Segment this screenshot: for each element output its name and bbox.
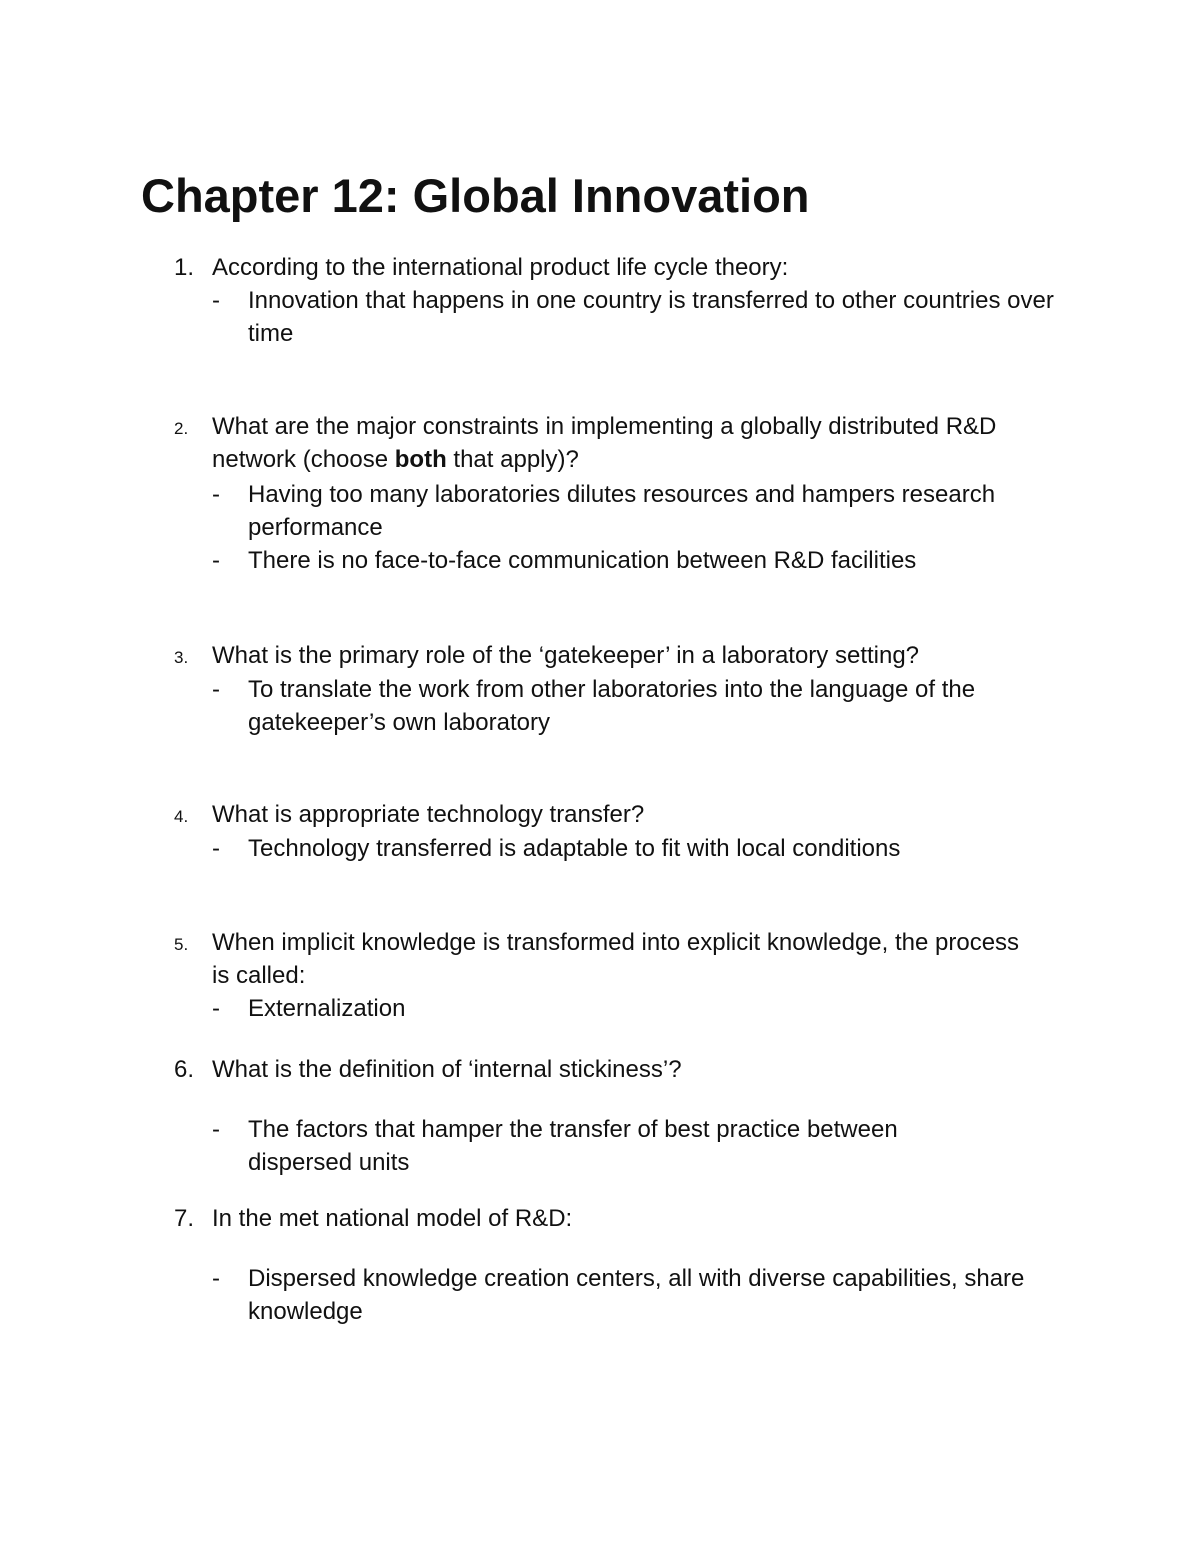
answer-bullet: - [212, 481, 220, 508]
question-number: 6. [174, 1056, 195, 1083]
question-text: In the met national model of R&D: [212, 1205, 573, 1232]
answer-bullet: - [212, 995, 220, 1022]
question-number: 1. [174, 254, 195, 281]
answer-text: Innovation that happens in one country is transferred to other countries over time [248, 287, 1054, 347]
question-text: What is appropriate technology transfer? [212, 801, 645, 828]
question-text-emphasis: both [394, 446, 447, 473]
question-number: 3. [174, 648, 189, 667]
answer-bullet: - [212, 1116, 220, 1143]
question-text [212, 410, 1072, 476]
answer-bullet: - [212, 835, 220, 862]
answer-bullet: - [212, 1265, 220, 1292]
answer-bullet: - [212, 676, 220, 703]
question-text-part: that apply)? [446, 446, 579, 473]
answer-bullet: - [212, 547, 220, 574]
question-text: What is the definition of ‘internal stickiness’? [212, 1056, 682, 1083]
chapter-title: Chapter 12: Global Innovation [141, 169, 810, 222]
answer-text: There is no face-to-face communication between R&D facilities [248, 547, 917, 574]
question-text: What is the primary role of the ‘gatekeeper’ in a laboratory setting? [212, 642, 920, 669]
question-number: 7. [174, 1205, 195, 1232]
answer-text: Having too many laboratories dilutes resources and hampers research performance [248, 481, 996, 541]
question-text: According to the international product life cycle theory: [212, 254, 789, 281]
answer-bullet: - [212, 287, 220, 314]
question-number: 5. [174, 935, 189, 954]
answer-text: Technology transferred is adaptable to fit with local conditions [248, 835, 901, 862]
question-number: 4. [174, 807, 189, 826]
answer-text: Externalization [248, 995, 406, 1022]
question-text-part: What are the major constraints in implementing a globally distributed R&D network (choose [212, 413, 997, 473]
question-text: When implicit knowledge is transformed into explicit knowledge, the process is called: [212, 929, 1020, 989]
answer-text: The factors that hamper the transfer of best practice between dispersed units [248, 1116, 898, 1176]
answer-text: To translate the work from other laboratories into the language of the gatekeeper’s own laboratory [248, 676, 976, 736]
question-number: 2. [174, 419, 189, 438]
answer-text: Dispersed knowledge creation centers, all with diverse capabilities, share knowledge [248, 1265, 1025, 1325]
